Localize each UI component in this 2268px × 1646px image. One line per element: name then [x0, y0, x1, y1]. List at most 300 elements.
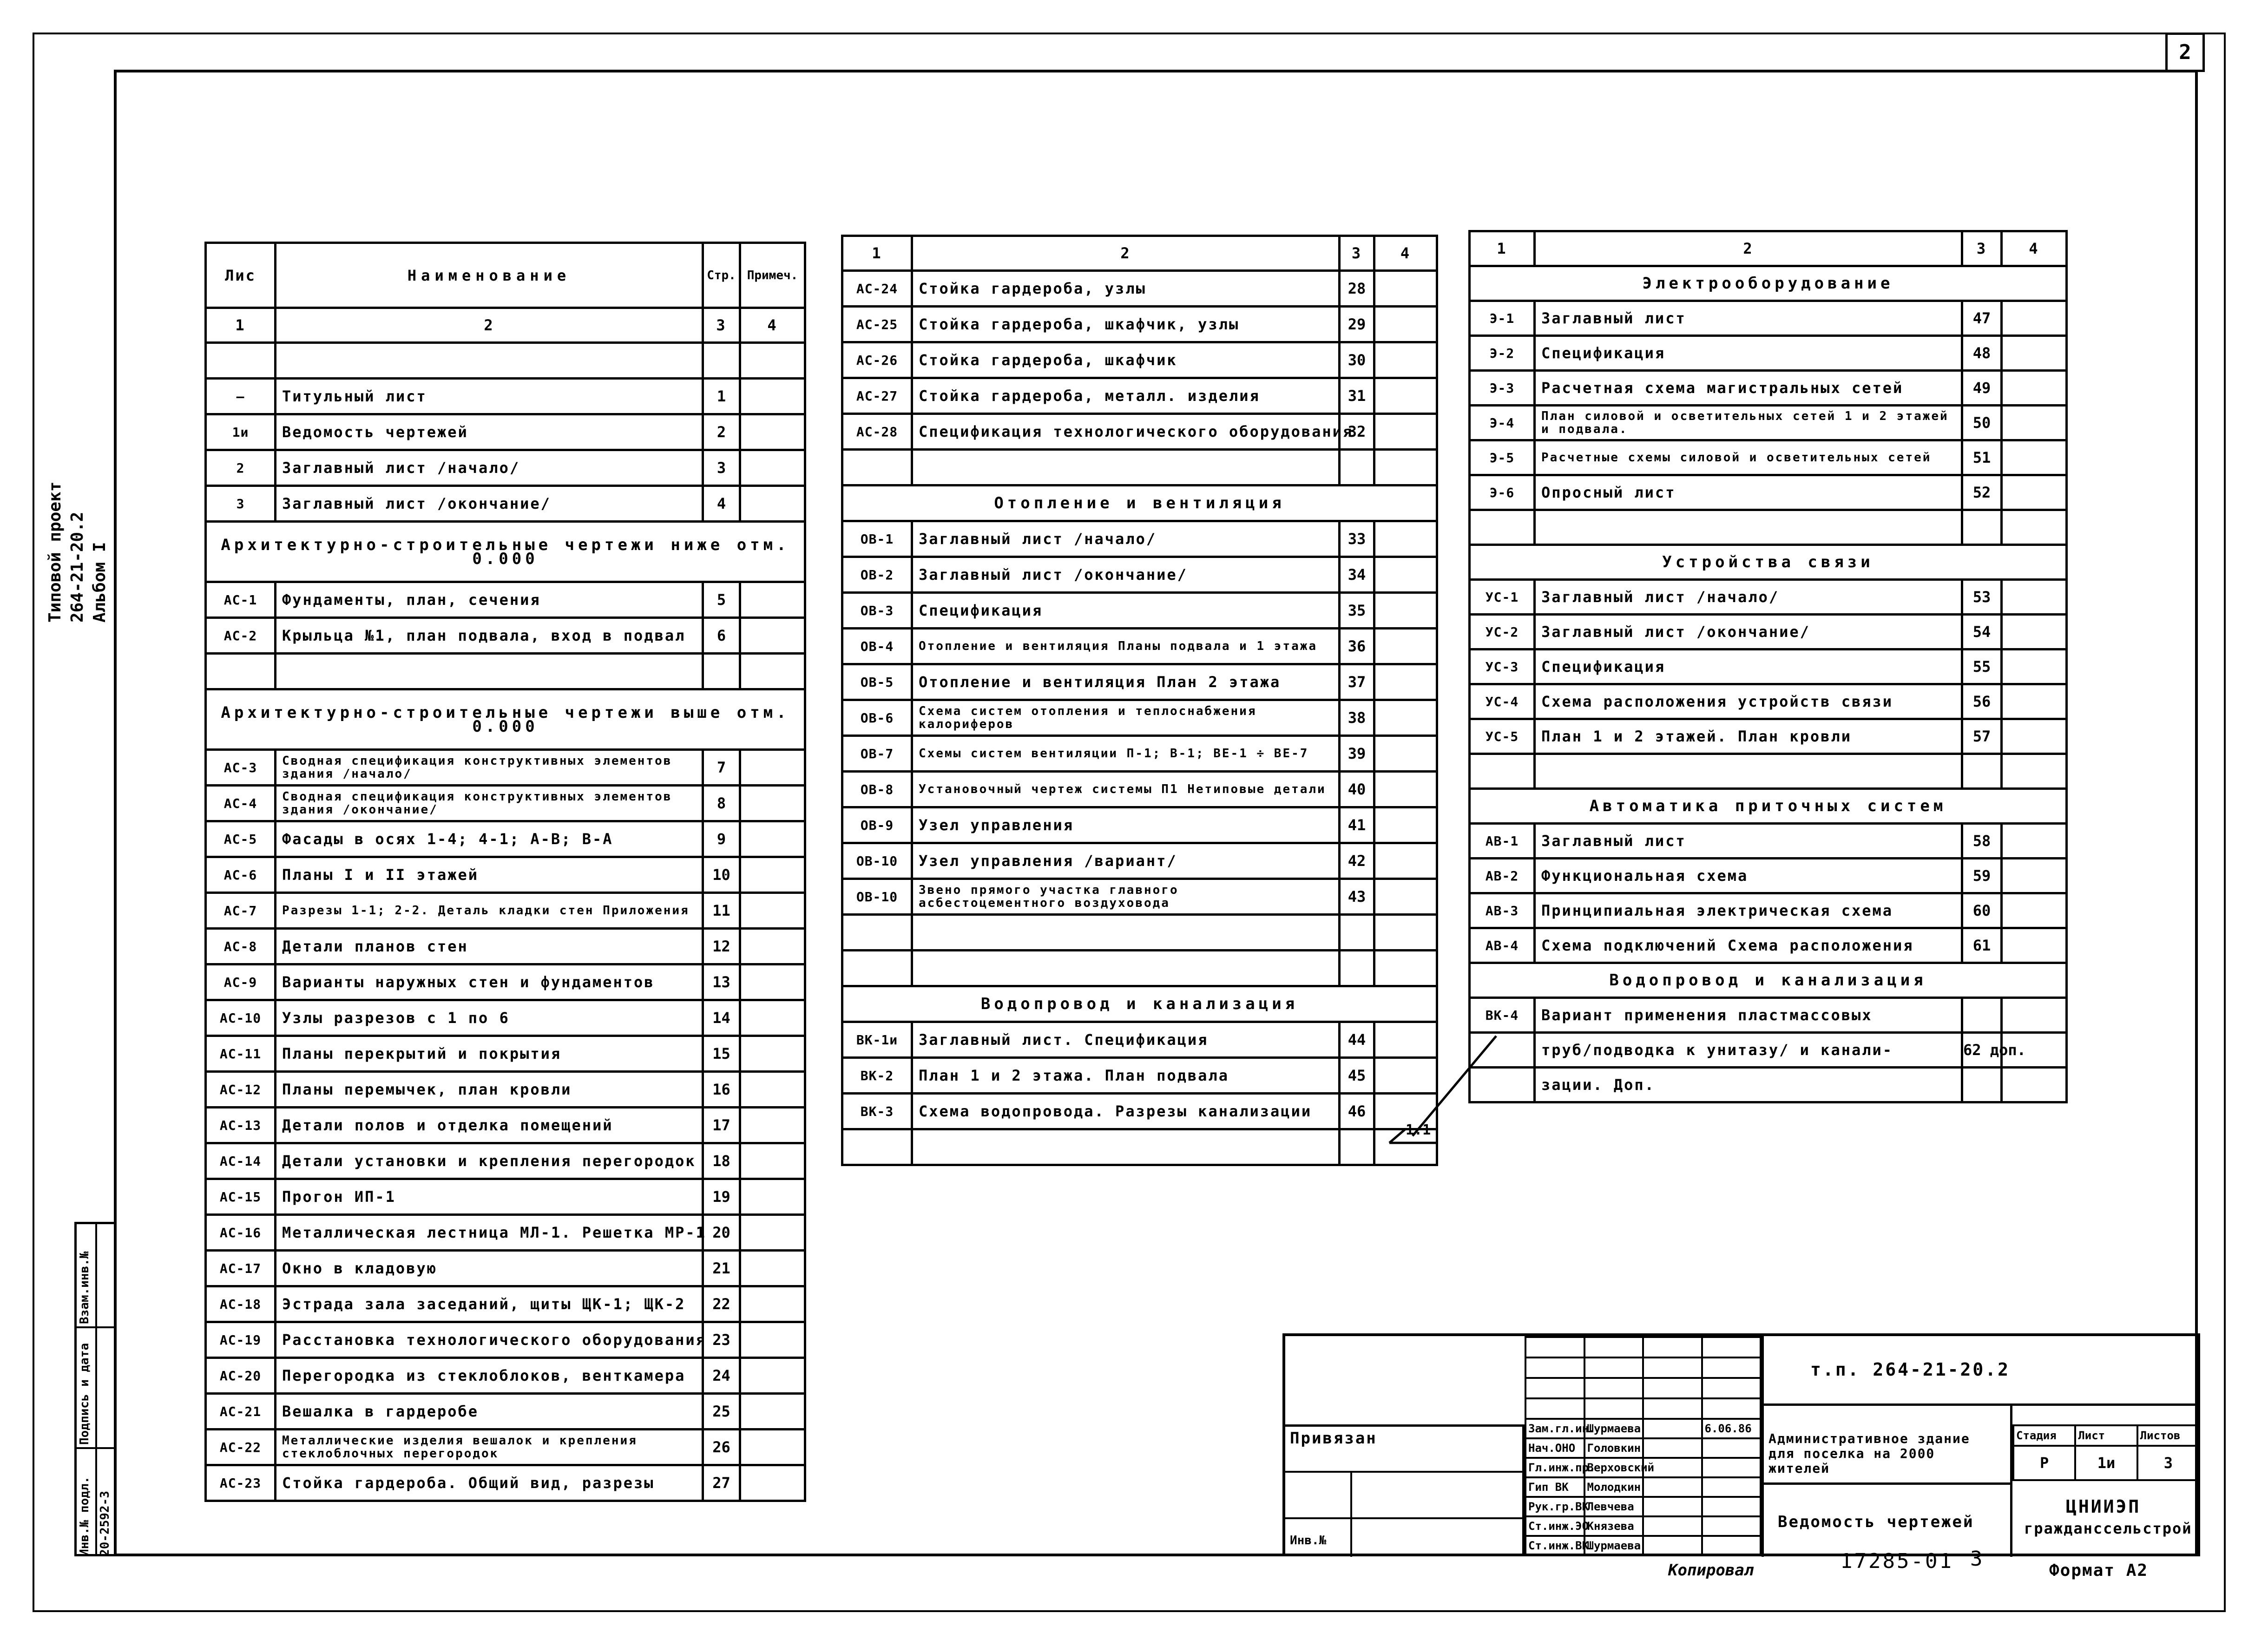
- page-number: 25: [703, 1394, 740, 1430]
- sheet-name: Фасады в осях 1-4; 4-1; А-В; В-А: [276, 821, 703, 857]
- table-row: [1470, 615, 2067, 649]
- note: [740, 1286, 805, 1322]
- note: [1374, 414, 1437, 450]
- table-row: [206, 1465, 805, 1501]
- page-number: [703, 343, 740, 379]
- note: [740, 379, 805, 414]
- table-row: [206, 379, 805, 414]
- sheet-code: 2: [206, 450, 276, 486]
- note: [2002, 336, 2067, 371]
- sheet-code: —: [206, 379, 276, 414]
- page-number: 31: [1340, 378, 1374, 414]
- signature-cell: [1643, 1536, 1702, 1555]
- sheet-name: Крыльца №1, план подвала, вход в подвал: [276, 618, 703, 654]
- note: [740, 857, 805, 893]
- signature-row: [1525, 1477, 1761, 1497]
- empty-cell: [1643, 1357, 1702, 1378]
- note: [1374, 378, 1437, 414]
- sheet-name: Детали планов стен: [276, 929, 703, 964]
- empty-cell: [1643, 1378, 1702, 1398]
- sheet-code: Э-3: [1470, 371, 1535, 406]
- note: [740, 1215, 805, 1251]
- page-number: 48: [1962, 336, 2002, 371]
- sheet-code: АС-9: [206, 964, 276, 1000]
- note: [2002, 475, 2067, 510]
- table-row: [1470, 406, 2067, 440]
- sheet-code: ОВ-2: [842, 557, 912, 593]
- person-role: Зам.гл.ин.: [1525, 1419, 1584, 1438]
- org-name-1: ЦНИИЭП: [2066, 1496, 2141, 1517]
- note: [1374, 879, 1437, 915]
- table-row: [842, 1022, 1437, 1058]
- person-name: Князева: [1584, 1516, 1643, 1536]
- table-row: [1470, 649, 2067, 684]
- person-name: Верховский: [1584, 1458, 1643, 1477]
- person-role: Рук.гр.ВК: [1525, 1497, 1584, 1516]
- page-number: 44: [1340, 1022, 1374, 1058]
- sheet-name: Спецификация: [1535, 649, 1962, 684]
- note: [1374, 271, 1437, 307]
- sheet-code: АС-7: [206, 893, 276, 929]
- note: [2002, 824, 2067, 859]
- sheet-name: Заглавный лист: [1535, 301, 1962, 336]
- sheet-code: ОВ-3: [842, 593, 912, 629]
- table-row: [206, 486, 805, 522]
- col-number: 3: [1962, 231, 2002, 266]
- sheet-code: УС-2: [1470, 615, 1535, 649]
- column-number-row: [842, 236, 1437, 271]
- sheet-code: [1470, 510, 1535, 545]
- page-number: 22: [703, 1286, 740, 1322]
- page-number: 24: [703, 1358, 740, 1394]
- inv-no-label: Инв.№ подл.: [78, 1476, 92, 1556]
- note: [740, 450, 805, 486]
- column-number-row: [1470, 231, 2067, 266]
- sheet-code: АС-24: [842, 271, 912, 307]
- sheets-value: 3: [2137, 1446, 2199, 1480]
- page-number: [1962, 754, 2002, 789]
- page-number: 16: [703, 1072, 740, 1108]
- page-number: 17: [703, 1108, 740, 1143]
- section-title: Отопление и вентиляция: [842, 485, 1437, 521]
- section-header-row: [842, 986, 1437, 1022]
- page-number: 37: [1340, 664, 1374, 700]
- table-row: [206, 618, 805, 654]
- column-number-row: [206, 308, 805, 343]
- page-number: 9: [703, 821, 740, 857]
- person-role: Гип ВК: [1525, 1477, 1584, 1497]
- sheet-name: Заглавный лист. Спецификация: [912, 1022, 1340, 1058]
- sheet-name: Стойка гардероба, узлы: [912, 271, 1340, 307]
- sheet-name: Расстановка технологического оборудования: [276, 1322, 703, 1358]
- signature-row: [1525, 1458, 1761, 1477]
- empty-cell: [1702, 1378, 1761, 1398]
- page-number-box: [2165, 33, 2205, 72]
- sheet-code: ВК-4: [1470, 998, 1535, 1033]
- sign-date: [1702, 1516, 1761, 1536]
- table-row: [206, 821, 805, 857]
- sheet-name: Вариант применения пластмассовых: [1535, 998, 1962, 1033]
- page-number: 56: [1962, 684, 2002, 719]
- col-number: 4: [740, 308, 805, 343]
- table-row: [206, 1394, 805, 1430]
- note: [1374, 307, 1437, 342]
- note: [740, 654, 805, 689]
- page-number: 30: [1340, 342, 1374, 378]
- sheet-code: [842, 1129, 912, 1165]
- col-number: 2: [276, 308, 703, 343]
- signature-row: [1525, 1419, 1761, 1438]
- page-number: 43: [1340, 879, 1374, 915]
- sheet-code: АС-3: [206, 750, 276, 786]
- person-role: Ст.инж.ВК: [1525, 1536, 1584, 1555]
- table-row: [842, 915, 1437, 951]
- note: [740, 786, 805, 821]
- sheet-name: Стойка гардероба, шкафчик, узлы: [912, 307, 1340, 342]
- note: [740, 1072, 805, 1108]
- page-number: [1962, 998, 2002, 1033]
- sheet-name: Звено прямого участка главного асбестоцементного воздуховода: [912, 879, 1340, 915]
- sheet-name: Вешалка в гардеробе: [276, 1394, 703, 1430]
- note: [2002, 719, 2067, 754]
- page-number: 55: [1962, 649, 2002, 684]
- section-title: Устройства связи: [1470, 545, 2067, 580]
- sheet-name: Металлическая лестница МЛ-1. Решетка МР-1: [276, 1215, 703, 1251]
- note: [1374, 450, 1437, 485]
- page-number: 46: [1340, 1094, 1374, 1129]
- empty-cell: [1525, 1398, 1584, 1419]
- sheet-name: Спецификация технологического оборудования: [912, 414, 1340, 450]
- table-row: [1470, 684, 2067, 719]
- empty-cell: [1702, 1337, 1761, 1357]
- sheet-name: Узел управления: [912, 807, 1340, 843]
- sheet-code: АВ-2: [1470, 859, 1535, 893]
- note: [740, 582, 805, 618]
- sheet-name: [1535, 510, 1962, 545]
- sheet-code: 1и: [206, 414, 276, 450]
- page-number: 5: [703, 582, 740, 618]
- sheet-name: Заглавный лист: [1535, 824, 1962, 859]
- empty-cell: [1643, 1398, 1702, 1419]
- page-number: [1962, 510, 2002, 545]
- inventory-box: [74, 1222, 116, 1556]
- section-header-row: [842, 485, 1437, 521]
- note: [2002, 684, 2067, 719]
- side-label: [44, 482, 111, 623]
- table-row: [206, 1322, 805, 1358]
- sheet-name: Титульный лист: [276, 379, 703, 414]
- page-number: 45: [1340, 1058, 1374, 1094]
- object-name: Административное здание для поселка на 2000 жителей: [1768, 1431, 1970, 1476]
- page-number: 50: [1962, 406, 2002, 440]
- page-number: 20: [703, 1215, 740, 1251]
- sheet-code: АС-19: [206, 1322, 276, 1358]
- page-number: 49: [1962, 371, 2002, 406]
- sheet-header: Лист: [2075, 1425, 2137, 1446]
- note: [2002, 754, 2067, 789]
- sheet-name: Принципиальная электрическая схема: [1535, 893, 1962, 928]
- section-title: Электрооборудование: [1470, 266, 2067, 301]
- sheet-code: [1470, 754, 1535, 789]
- sheet-name: зации. Доп.: [1535, 1068, 1962, 1102]
- sheet-name: Отопление и вентиляция План 2 этажа: [912, 664, 1340, 700]
- person-role: Ст.инж.ЭО: [1525, 1516, 1584, 1536]
- note: [1374, 629, 1437, 664]
- format-label: Формат А2: [2049, 1561, 2149, 1580]
- table-row: [842, 951, 1437, 986]
- table-row: [206, 1000, 805, 1036]
- sheet-name: труб/подводка к унитазу/ и канали-: [1535, 1033, 1962, 1068]
- table-row: [1470, 580, 2067, 615]
- person-role: Гл.инж.пр.: [1525, 1458, 1584, 1477]
- copied-label: Копировал: [1668, 1561, 1754, 1580]
- section-title: Водопровод и канализация: [1470, 963, 2067, 998]
- sign-date: [1702, 1477, 1761, 1497]
- page-number: 14: [703, 1000, 740, 1036]
- sheet-code: Э-5: [1470, 440, 1535, 475]
- note: [2002, 615, 2067, 649]
- note: [740, 929, 805, 964]
- sheet-name: Перегородка из стеклоблоков, венткамера: [276, 1358, 703, 1394]
- sheet-code: АВ-4: [1470, 928, 1535, 963]
- table-row: [842, 879, 1437, 915]
- sheet-code: ОВ-10: [842, 843, 912, 879]
- table-row: [1470, 754, 2067, 789]
- sheet-name: Установочный чертеж системы П1 Нетиповые детали: [912, 772, 1340, 807]
- drawings-table-2: [841, 235, 1438, 1166]
- sheet-code: АС-17: [206, 1251, 276, 1286]
- sheet-code: [842, 951, 912, 986]
- note: [2002, 406, 2067, 440]
- org-name-2: гражданссельстрой: [2024, 1520, 2192, 1537]
- table-row: [842, 593, 1437, 629]
- col-number: 2: [1535, 231, 1962, 266]
- note: [740, 1358, 805, 1394]
- page-number: 10: [703, 857, 740, 893]
- sheet-name: Отопление и вентиляция Планы подвала и 1 этажа: [912, 629, 1340, 664]
- project-code: т.п. 264-21-20.2: [1810, 1359, 2011, 1380]
- sheet-code: АС-15: [206, 1179, 276, 1215]
- signature-row: [1525, 1438, 1761, 1458]
- page-number: 18: [703, 1143, 740, 1179]
- person-name: Головкин: [1584, 1438, 1643, 1458]
- sheet-code: [842, 450, 912, 485]
- table-header-row: [206, 243, 805, 308]
- person-name: Шурмаева: [1584, 1536, 1643, 1555]
- sheet-code: ОВ-7: [842, 736, 912, 772]
- table-row: [1470, 893, 2067, 928]
- sheet-code: ОВ-8: [842, 772, 912, 807]
- page-number: 27: [703, 1465, 740, 1501]
- sheet-code: АС-12: [206, 1072, 276, 1108]
- page-number: 40: [1340, 772, 1374, 807]
- page-number: [1340, 1129, 1374, 1165]
- signature-cell: [1643, 1497, 1702, 1516]
- table-row: [206, 929, 805, 964]
- sheet-name: Схема водопровода. Разрезы канализации: [912, 1094, 1340, 1129]
- sheet-code: АС-26: [842, 342, 912, 378]
- page-number: 54: [1962, 615, 2002, 649]
- sheet-name: Стойка гардероба. Общий вид, разрезы: [276, 1465, 703, 1501]
- note: [740, 821, 805, 857]
- page-number: [1340, 951, 1374, 986]
- table-row: [842, 1058, 1437, 1094]
- page-number: 52: [1962, 475, 2002, 510]
- empty-cell: [1584, 1378, 1643, 1398]
- sheet-code: АС-23: [206, 1465, 276, 1501]
- title-block: [1282, 1333, 2200, 1556]
- section-header-row: [206, 522, 805, 582]
- sheet-code: АС-2: [206, 618, 276, 654]
- sign-date: [1702, 1536, 1761, 1555]
- drawings-table-1: [204, 242, 806, 1502]
- note: [740, 1322, 805, 1358]
- table-row: [206, 1143, 805, 1179]
- section-header-row: [1470, 963, 2067, 998]
- page-number: [1340, 450, 1374, 485]
- sheet-code: УС-3: [1470, 649, 1535, 684]
- section-header-row: [1470, 545, 2067, 580]
- col-number: 1: [1470, 231, 1535, 266]
- sheet-name: [912, 450, 1340, 485]
- page-number: 51: [1962, 440, 2002, 475]
- sheet-code: ОВ-6: [842, 700, 912, 736]
- sheet-name: Спецификация: [1535, 336, 1962, 371]
- sign-date: 6.06.86: [1702, 1419, 1761, 1438]
- page-number: 12: [703, 929, 740, 964]
- empty-row: [1525, 1357, 1761, 1378]
- sheet-code: АС-18: [206, 1286, 276, 1322]
- copy-number: 3: [1970, 1547, 1983, 1571]
- note: [2002, 510, 2067, 545]
- table-row: [1470, 371, 2067, 406]
- sheet-name: Схема подключений Схема расположения: [1535, 928, 1962, 963]
- note: [2002, 440, 2067, 475]
- note: [1374, 951, 1437, 986]
- sheet-code: ВК-1и: [842, 1022, 912, 1058]
- note: [740, 1036, 805, 1072]
- table-row: [1470, 475, 2067, 510]
- sheet-code: АС-13: [206, 1108, 276, 1143]
- sheet-name: [276, 343, 703, 379]
- stage-header: Стадия: [2013, 1425, 2075, 1446]
- empty-cell: [1525, 1378, 1584, 1398]
- note: [2002, 371, 2067, 406]
- sheet-code: УС-5: [1470, 719, 1535, 754]
- sheet-name: Варианты наружных стен и фундаментов: [276, 964, 703, 1000]
- empty-cell: [1525, 1337, 1584, 1357]
- sheet-name: Функциональная схема: [1535, 859, 1962, 893]
- note: [1374, 521, 1437, 557]
- sheet-name: Детали полов и отделка помещений: [276, 1108, 703, 1143]
- sheet-name: Эстрада зала заседаний, щиты ЩК-1; ЩК-2: [276, 1286, 703, 1322]
- note: [740, 1430, 805, 1465]
- sheet-name: Разрезы 1-1; 2-2. Деталь кладки стен Приложения: [276, 893, 703, 929]
- note: [2002, 998, 2067, 1033]
- page-number: 2: [703, 414, 740, 450]
- table-row: [842, 843, 1437, 879]
- table-row: [206, 750, 805, 786]
- vzam-label: Взам.инв.№: [78, 1251, 92, 1324]
- table-row: [1470, 824, 2067, 859]
- empty-cell: [1702, 1357, 1761, 1378]
- sheet-name: Схемы систем вентиляции П-1; В-1; ВЕ-1 ÷ ВЕ-7: [912, 736, 1340, 772]
- sheet-name: Фундаменты, план, сечения: [276, 582, 703, 618]
- person-name: Левчева: [1584, 1497, 1643, 1516]
- sheet-code: АС-5: [206, 821, 276, 857]
- sheet-code: ВК-3: [842, 1094, 912, 1129]
- note: [1374, 342, 1437, 378]
- sheet-name: Стойка гардероба, металл. изделия: [912, 378, 1340, 414]
- sheet-name: Заглавный лист /начало/: [912, 521, 1340, 557]
- table-row: [842, 414, 1437, 450]
- sheet-name: План 1 и 2 этажа. План подвала: [912, 1058, 1340, 1094]
- note: [740, 1465, 805, 1501]
- sheet-name: [276, 654, 703, 689]
- page-number: 32: [1340, 414, 1374, 450]
- sheet-code: АС-6: [206, 857, 276, 893]
- signature-row: [1525, 1536, 1761, 1555]
- section-title: Автоматика приточных систем: [1470, 789, 2067, 824]
- page-number: 13: [703, 964, 740, 1000]
- table-row: [206, 1072, 805, 1108]
- sheet-code: 3: [206, 486, 276, 522]
- col-number: 1: [842, 236, 912, 271]
- sheet-code: ОВ-1: [842, 521, 912, 557]
- table-row: [842, 629, 1437, 664]
- drawings-table-3: [1468, 230, 2068, 1103]
- side-label-line2: 264-21-20.2: [68, 512, 87, 623]
- page-number: 6: [703, 618, 740, 654]
- table-row: [1470, 928, 2067, 963]
- page-number: 33: [1340, 521, 1374, 557]
- sheet-code: Э-6: [1470, 475, 1535, 510]
- table-row: [842, 378, 1437, 414]
- page-number: 11: [703, 893, 740, 929]
- note: [1374, 772, 1437, 807]
- sheet-code: Э-4: [1470, 406, 1535, 440]
- table-row: [206, 414, 805, 450]
- sheet-code: АС-27: [842, 378, 912, 414]
- sheet-code: [842, 915, 912, 951]
- sheet-name: Заглавный лист /окончание/: [912, 557, 1340, 593]
- sheet-name: Стойка гардероба, шкафчик: [912, 342, 1340, 378]
- note: [2002, 301, 2067, 336]
- table-row: [842, 1129, 1437, 1165]
- sheet-code: [206, 343, 276, 379]
- col-number: 3: [703, 308, 740, 343]
- sign-date: [1702, 1438, 1761, 1458]
- table-row: [1470, 1068, 2067, 1102]
- page-number: 7: [703, 750, 740, 786]
- inv-label: Инв.№: [1290, 1534, 1327, 1548]
- col-number: 4: [2002, 231, 2067, 266]
- note: [740, 618, 805, 654]
- sheet-name: Металлические изделия вешалок и крепления стеклоблочных перегородок: [276, 1430, 703, 1465]
- sheet-name: Сводная спецификация конструктивных элементов здания /окончание/: [276, 786, 703, 821]
- table-row: [842, 807, 1437, 843]
- callout-label: 1.1: [1406, 1122, 1431, 1138]
- sheet-name: Узел управления /вариант/: [912, 843, 1340, 879]
- sheet-code: ОВ-5: [842, 664, 912, 700]
- sheet-code: АС-14: [206, 1143, 276, 1179]
- note: [1374, 807, 1437, 843]
- sheet-code: АС-25: [842, 307, 912, 342]
- sheet-name: План силовой и осветительных сетей 1 и 2 этажей и подвала.: [1535, 406, 1962, 440]
- page-number: 35: [1340, 593, 1374, 629]
- sheet-code: Э-1: [1470, 301, 1535, 336]
- sheet-name: Заглавный лист /начало/: [1535, 580, 1962, 615]
